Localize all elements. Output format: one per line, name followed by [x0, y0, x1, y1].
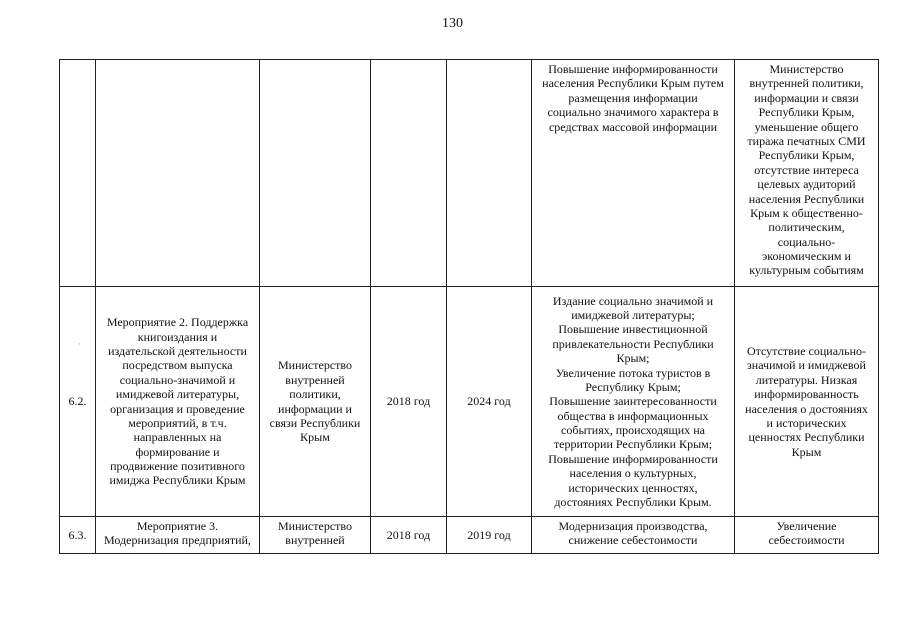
- risks-cell: Отсутствие социально- значимой и имиджевой литературы. Низкая информированность населения о достояниях и исторических ценностях Республики Крым: [735, 287, 879, 517]
- result-cell: Модернизация производства, снижение себестоимости: [532, 517, 735, 554]
- row-number-cell: 6.3.: [60, 517, 96, 554]
- end-year-cell: 2024 год: [447, 287, 532, 517]
- page-number: 130: [442, 16, 463, 31]
- table-row: [60, 517, 879, 554]
- event-cell: Мероприятие 2. Поддержка книгоиздания и издательской деятельности посредством выпуска социально-значимой и имиджевой литературы, организация и проведение мероприятий, в т.ч. направленных на формирование и продвижение позитивного имиджа Республики Крым: [96, 287, 260, 517]
- executor-cell: Министерство внутренней политики, информации и связи Республики Крым: [260, 287, 371, 517]
- executor-cell: [260, 60, 371, 287]
- executor-cell: Министерство внутренней: [260, 517, 371, 554]
- row-number-cell: 6.2.: [60, 287, 96, 517]
- table-row: [60, 60, 879, 287]
- row-number-cell: [60, 60, 96, 287]
- end-year-cell: 2019 год: [447, 517, 532, 554]
- scan-speck: ·: [78, 339, 81, 349]
- program-table: [59, 59, 879, 554]
- table-row: [60, 287, 879, 517]
- event-cell: Мероприятие 3. Модернизация предприятий,: [96, 517, 260, 554]
- end-year-cell: [447, 60, 532, 287]
- risks-cell: Увеличение себестоимости: [735, 517, 879, 554]
- start-year-cell: 2018 год: [371, 517, 447, 554]
- start-year-cell: [371, 60, 447, 287]
- start-year-cell: 2018 год: [371, 287, 447, 517]
- result-cell: Повышение информированности населения Республики Крым путем размещения информации социально значимого характера в средствах массовой информации: [532, 60, 735, 287]
- risks-cell: Министерство внутренней политики, информации и связи Республики Крым, уменьшение общего тиража печатных СМИ Республики Крым, отсутствие интереса целевых аудиторий населения Республики Крым к общественно- политическим, социально- экономическим и культурным событиям: [735, 60, 879, 287]
- result-cell: Издание социально значимой и имиджевой литературы; Повышение инвестиционной привлекательности Республики Крым; Увеличение потока туристов в Республику Крым; Повышение заинтересованности общества в информационных событиях, происходящих на территории Республики Крым; Повышение информированности населения о культурных, исторических ценностях, достояниях Республики Крым.: [532, 287, 735, 517]
- event-cell: [96, 60, 260, 287]
